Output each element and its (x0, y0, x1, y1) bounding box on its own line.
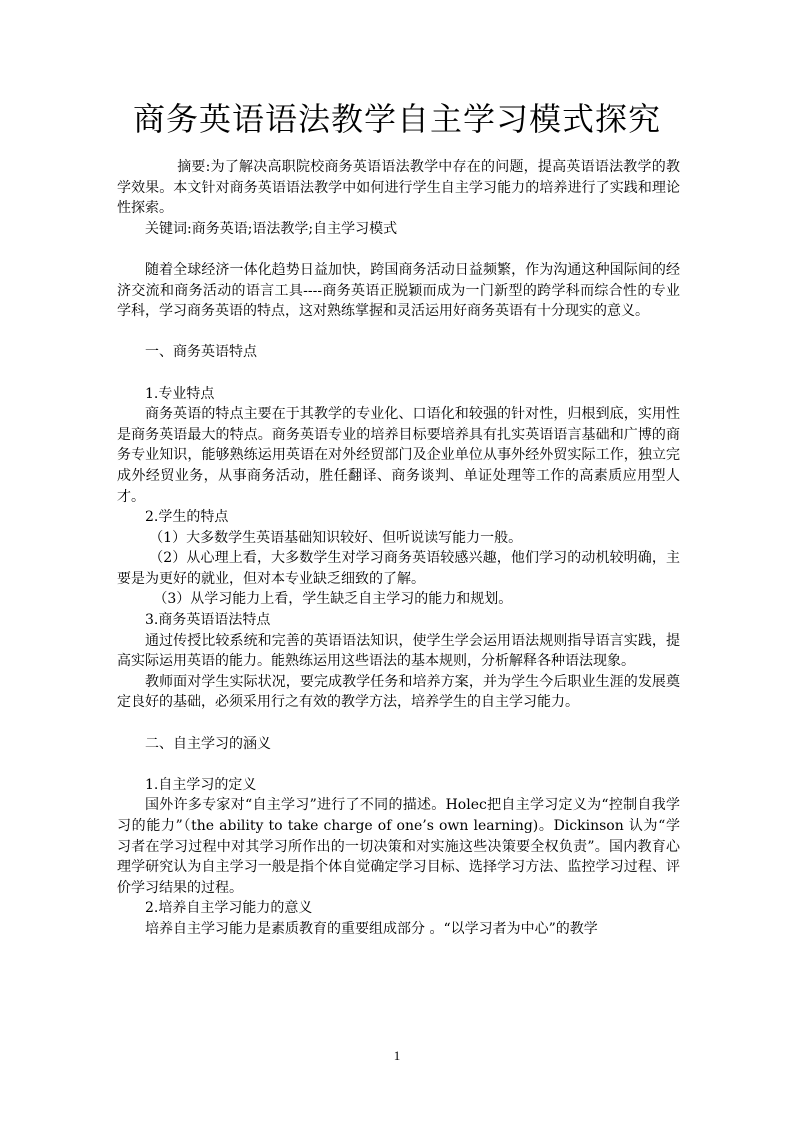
subsection-heading: 1.专业特点 (145, 385, 215, 402)
section-heading-2: 二、自主学习的涵义 (145, 735, 271, 752)
document-body (117, 157, 680, 940)
subsection-heading: 2.学生的特点 (145, 509, 229, 526)
intro-paragraph: 随着全球经济一体化趋势日益加快，跨国商务活动日益频繁，作为沟通这种国际间的经济交流和商务活动的语言工具----商务英语正脱颖而成为一门新型的跨学科而综合性的专业学科，学习商务英语的特点，这对熟练掌握和灵活运用好商务英语有十分现实的意义。 (117, 261, 680, 320)
list-item: （2）从心理上看，大多数学生对学习商务英语较感兴趣，他们学习的动机较明确，主要是为更好的就业，但对本专业缺乏细致的了解。 (117, 550, 680, 587)
keywords-line: 关键词:商务英语;语法教学;自主学习模式 (145, 220, 398, 237)
document-title: 商务英语语法教学自主学习模式探究 (132, 100, 661, 138)
section-heading-1: 一、商务英语特点 (145, 344, 257, 361)
body-paragraph: 国外许多专家对“自主学习”进行了不同的描述。Holec把自主学习定义为“控制自我学习的能力”（the ability to take charge of one’s own learning)。Dickinson 认为“学习者在学习过程中对其学习所作出的一切决策和对实施这些决策要全权负责”。国内教育心理学研究认为自主学习一般是指个体自觉确定学习目标、选择学习方法、监控学习过程、评价学习结果的过程。 (117, 797, 680, 896)
body-paragraph: 教师面对学生实际状况，要完成教学任务和培养方案，并为学生今后职业生涯的发展奠定良好的基础，必须采用行之有效的教学方法，培养学生的自主学习能力。 (117, 673, 680, 711)
body-paragraph: 通过传授比较系统和完善的英语语法知识，使学生学会运用语法规则指导语言实践，提高实际运用英语的能力。能熟练运用这些语法的基本规则，分析解释各种语法现象。 (117, 632, 680, 670)
subsection-heading: 2.培养自主学习能力的意义 (145, 900, 313, 917)
abstract-paragraph: 摘要:为了解决高职院校商务英语语法教学中存在的问题，提高英语语法教学的教学效果。本文针对商务英语语法教学中如何进行学生自主学习能力的培养进行了实践和理论性探索。 (117, 159, 680, 217)
list-item: （1）大多数学生英语基础知识较好、但听说读写能力一般。 (149, 529, 523, 546)
list-item: （3）从学习能力上看，学生缺乏自主学习的能力和规划。 (153, 591, 513, 608)
body-paragraph: 商务英语的特点主要在于其教学的专业化、口语化和较强的针对性，归根到底，实用性是商务英语最大的特点。商务英语专业的培养目标要培养具有扎实英语语言基础和广博的商务专业知识，能够熟练运用英语在对外经贸部门及企业单位从事外经外贸实际工作，独立完成外经贸业务，从事商务活动，胜任翻译、商务谈判、单证处理等工作的高素质应用型人才。 (117, 406, 680, 505)
body-paragraph: 培养自主学习能力是素质教育的重要组成部分 。“以学习者为中心”的教学 (145, 920, 598, 937)
subsection-heading: 3.商务英语语法特点 (145, 612, 271, 629)
page-number: 1 (393, 1048, 401, 1063)
subsection-heading: 1.自主学习的定义 (145, 776, 257, 793)
